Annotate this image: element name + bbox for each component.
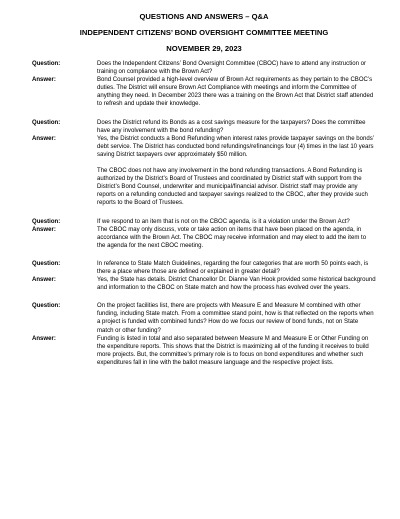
question-text: In reference to State Match Guidelines, regarding the four categories that are worth 50 points each, is there a place where those are defined or explained in greater detail? <box>97 260 369 275</box>
answer-label: Answer: <box>32 277 56 284</box>
question-text: Does the Independent Citizens’ Bond Oversight Committee (CBOC) have to attend any instruction or training on compliance with the Brown Act? <box>97 61 366 76</box>
question-label: Question: <box>32 260 61 267</box>
document-title: QUESTIONS AND ANSWERS – Q&A <box>139 12 269 21</box>
answer-text: Bond Counsel provided a high-level overview of Brown Act requirements as they pertain to the CBOC’s duties. The District will ensure Brown Act Compliance with meetings and inform the Committee of anything they need. In December 2023 there was a training on the Brown Act that District staff attended to refresh and update their knowledge. <box>97 77 374 108</box>
question-row <box>32 119 376 135</box>
question-label: Question: <box>32 303 61 310</box>
answer-row <box>32 76 376 108</box>
answer-row <box>32 276 376 292</box>
answer-label: Answer: <box>32 77 56 84</box>
answer-text: Funding is listed in total and also separated between Measure M and Measure E or Other Funding on the expenditure reports. This shows that the District is maximizing all of the funding it receives to build more projects. But, the committee’s primary role is to focus on bond expenditures and whether such expenditures fall in line with the ballot measure language and the respective project lists. <box>97 335 369 366</box>
answer-label: Answer: <box>32 226 56 233</box>
document-header <box>32 12 376 53</box>
question-label: Question: <box>32 61 61 67</box>
answer-label: Answer: <box>32 335 56 342</box>
answer-row <box>32 335 376 367</box>
answer-text: Yes, the State has details. District Chancellor Dr. Dianne Van Hook provided some historical background and information to the CBOC on State match and how the process has evolved over the years. <box>97 277 376 292</box>
question-row <box>32 218 376 226</box>
answer-text: Yes, the District conducts a Bond Refunding when interest rates provide taxpayer savings on the bonds’ debt service. The District has conducted bond refundings/refinancings four (4) times in the last 10 years saving District taxpayers over approximately $50 million. <box>97 135 374 158</box>
answer-text: The CBOC may only discuss, vote or take action on items that have been placed on the agenda, in accordance with the Brown Act. The CBOC may receive information and may elect to add the item to the agenda for the next CBOC meeting. <box>97 226 367 249</box>
question-row <box>32 260 376 276</box>
answer-text: The CBOC does not have any involvement in the bond refunding transactions. A Bond Refunding is authorized by the District’s Board of Trustees and coordinated by District staff with support from the District’s Bond Counsel, underwriter and municipal/financial advisor. District staff may provide any reports on a refunding conducted and taxpayer savings realized to the CBOC, after they provide such reports to the Board of Trustees. <box>97 168 368 207</box>
question-text: Does the District refund its Bonds as a cost savings measure for the taxpayers? Does the committee have any involvement with the bond refunding? <box>97 119 366 134</box>
answer-row <box>32 226 376 250</box>
question-label: Question: <box>32 119 61 126</box>
answer-label: Answer: <box>32 135 56 142</box>
question-row <box>32 302 376 334</box>
answer-continuation-row <box>32 167 376 207</box>
meeting-name: INDEPENDENT CITIZENS’ BOND OVERSIGHT COMMITTEE MEETING <box>79 28 329 37</box>
meeting-date: NOVEMBER 29, 2023 <box>166 44 242 53</box>
answer-row <box>32 135 376 159</box>
question-label: Question: <box>32 218 61 225</box>
question-row <box>32 60 376 76</box>
question-text: On the project facilities list, there are projects with Measure E and Measure M combined with other funding, including State match. From a committee stand point, how is that reflected on the reports when a project is funded with combined funds? How do we focus our review of bond funds, not on State match or other funding? <box>97 303 374 334</box>
question-text: If we respond to an item that is not on the CBOC agenda, is it a violation under the Brown Act? <box>97 218 350 225</box>
